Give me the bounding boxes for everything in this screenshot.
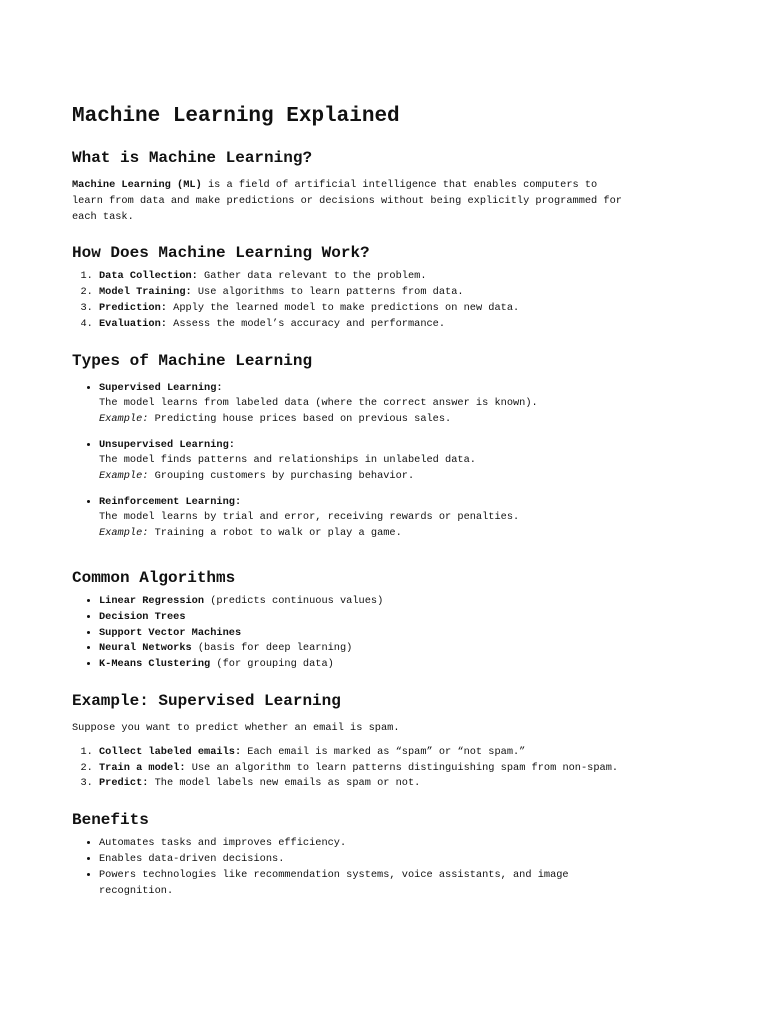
section-heading-types: Types of Machine Learning (72, 351, 313, 370)
example-step-label: Predict: (99, 777, 149, 790)
type-example: Training a robot to walk or play a game. (148, 527, 402, 540)
type-example: Grouping customers by purchasing behavior. (148, 470, 415, 483)
section-heading-example: Example: Supervised Learning (72, 691, 341, 710)
list-item (99, 657, 632, 673)
algorithm-name: Decision Trees (99, 610, 186, 623)
section-heading-how: How Does Machine Learning Work? (72, 244, 370, 263)
algorithm-name: Support Vector Machines (99, 626, 242, 639)
list-item (99, 776, 632, 792)
how-item-text: Assess the model’s accuracy and performance. (166, 317, 446, 330)
how-item-text: Apply the learned model to make predictions on new data. (166, 301, 520, 314)
types-list (72, 381, 632, 542)
how-item-label: Prediction: (99, 301, 167, 314)
list-item (99, 381, 632, 428)
example-step-text: The model labels new emails as spam or not. (148, 777, 421, 790)
list-item: • Automates tasks and improves efficiency. (99, 836, 632, 852)
section-heading-benefits: Benefits (72, 811, 149, 830)
algorithm-note: (for grouping data) (210, 658, 334, 671)
document-content (72, 100, 632, 899)
list-item (99, 626, 632, 642)
list-item (99, 269, 632, 285)
algorithms-list (72, 594, 632, 673)
example-step-label: Train a model: (99, 761, 186, 774)
type-example-label: Example: (99, 527, 149, 540)
section-heading-algorithms: Common Algorithms (72, 568, 236, 587)
list-item (99, 594, 632, 610)
algorithm-name: K-Means Clustering (99, 658, 211, 671)
list-item (99, 301, 632, 317)
algorithm-note: (basis for deep learning) (191, 642, 353, 655)
type-example: Predicting house prices based on previous sales. (148, 413, 452, 426)
type-label: Reinforcement Learning: (99, 495, 242, 508)
list-item (99, 610, 632, 626)
what-text: is a field of artificial intelligence that enables computers to learn from data and make predictions or decisions without being explicitly programmed for each task. (72, 179, 622, 223)
how-item-label: Model Training: (99, 286, 192, 299)
list-item (99, 438, 632, 485)
how-item-label: Evaluation: (99, 317, 167, 330)
type-example-label: Example: (99, 413, 149, 426)
list-item (99, 761, 632, 777)
page-title: Machine Learning Explained (72, 105, 400, 128)
list-item (99, 745, 632, 761)
list-item (99, 641, 632, 657)
benefits-list (72, 836, 632, 899)
algorithm-note: (predicts continuous values) (204, 594, 384, 607)
what-paragraph (72, 178, 632, 225)
how-item-text: Use algorithms to learn patterns from data. (191, 286, 464, 299)
example-steps-list (72, 745, 632, 792)
type-desc: The model learns by trial and error, receiving rewards or penalties. (99, 511, 520, 524)
how-list (72, 269, 632, 332)
list-item (99, 285, 632, 301)
example-step-label: Collect labeled emails: (99, 745, 242, 758)
list-item (99, 495, 632, 542)
example-step-text: Use an algorithm to learn patterns distinguishing spam from non-spam. (185, 761, 619, 774)
type-example-label: Example: (99, 470, 149, 483)
type-label: Supervised Learning: (99, 381, 223, 394)
list-item (99, 317, 632, 333)
how-item-label: Data Collection: (99, 270, 198, 283)
how-item-text: Gather data relevant to the problem. (197, 270, 427, 283)
algorithm-name: Neural Networks (99, 642, 192, 655)
example-step-text: Each email is marked as “spam” or “not spam.” (241, 745, 526, 758)
type-label: Unsupervised Learning: (99, 438, 235, 451)
algorithm-name: Linear Regression (99, 594, 205, 607)
section-heading-what: What is Machine Learning? (72, 149, 313, 167)
list-item: • Powers technologies like recommendation systems, voice assistants, and image recognition. (99, 868, 632, 900)
example-intro: Suppose you want to predict whether an email is spam. (72, 721, 400, 734)
what-term: Machine Learning (ML) (72, 179, 202, 191)
list-item: • Enables data-driven decisions. (99, 852, 632, 868)
type-desc: The model finds patterns and relationships in unlabeled data. (99, 454, 476, 467)
type-desc: The model learns from labeled data (where the correct answer is known). (99, 397, 538, 410)
